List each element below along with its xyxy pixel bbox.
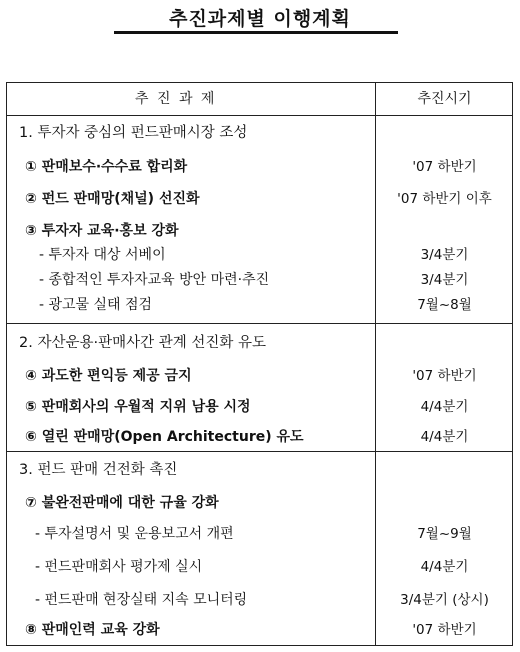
section-1-title: 1. 투자자 중심의 펀드판매시장 조성 [19, 125, 248, 141]
task-8: ⑧ 판매인력 교육 강화 [25, 622, 160, 638]
task-1-period: '07 하반기 [412, 159, 477, 175]
task-3-sub-3: - 광고물 실태 점검 [39, 297, 153, 313]
task-7-sub-2-period: 4/4분기 [420, 559, 469, 575]
section-2-title: 2. 자산운용·판매사간 관계 선진화 유도 [19, 335, 266, 351]
task-3-sub-1: - 투자자 대상 서베이 [39, 247, 166, 263]
task-7-sub-3: - 펀드판매 현장실태 지속 모니터링 [35, 592, 248, 608]
header-divider [7, 115, 512, 116]
header-task: 추 진 과 제 [135, 91, 217, 107]
task-6-period: 4/4분기 [420, 429, 469, 445]
section-3-title: 3. 펀드 판매 건전화 촉진 [19, 462, 178, 478]
task-7: ⑦ 불완전판매에 대한 규율 강화 [25, 495, 219, 511]
task-5: ⑤ 판매회사의 우월적 지위 남용 시정 [25, 399, 251, 415]
task-7-sub-2: - 펀드판매회사 평가제 실시 [35, 559, 203, 575]
task-4: ④ 과도한 편익등 제공 금지 [25, 368, 192, 384]
header-period: 추진시기 [417, 91, 472, 107]
page-title: 추진과제별 이행계획 [169, 8, 351, 30]
section-divider-1 [7, 323, 512, 324]
task-7-sub-1-period: 7월~9월 [417, 526, 472, 542]
plan-table [6, 82, 513, 646]
task-3: ③ 투자자 교육·홍보 강화 [25, 223, 179, 239]
task-3-sub-1-period: 3/4분기 [420, 247, 469, 263]
task-7-sub-1: - 투자설명서 및 운용보고서 개편 [35, 526, 234, 542]
task-2-period: '07 하반기 이후 [397, 191, 492, 207]
task-5-period: 4/4분기 [420, 399, 469, 415]
title-underline [114, 31, 398, 34]
section-divider-2 [7, 451, 512, 452]
task-6: ⑥ 열린 판매망(Open Architecture) 유도 [25, 429, 304, 445]
task-3-sub-2-period: 3/4분기 [420, 272, 469, 288]
task-3-sub-2: - 종합적인 투자자교육 방안 마련·추진 [39, 272, 270, 288]
task-7-sub-3-period: 3/4분기 (상시) [400, 592, 489, 608]
task-1: ① 판매보수·수수료 합리화 [25, 159, 188, 175]
task-3-sub-3-period: 7월~8월 [417, 297, 472, 313]
task-4-period: '07 하반기 [412, 368, 477, 384]
task-2: ② 펀드 판매망(채널) 선진화 [25, 191, 200, 207]
task-8-period: '07 하반기 [412, 622, 477, 638]
